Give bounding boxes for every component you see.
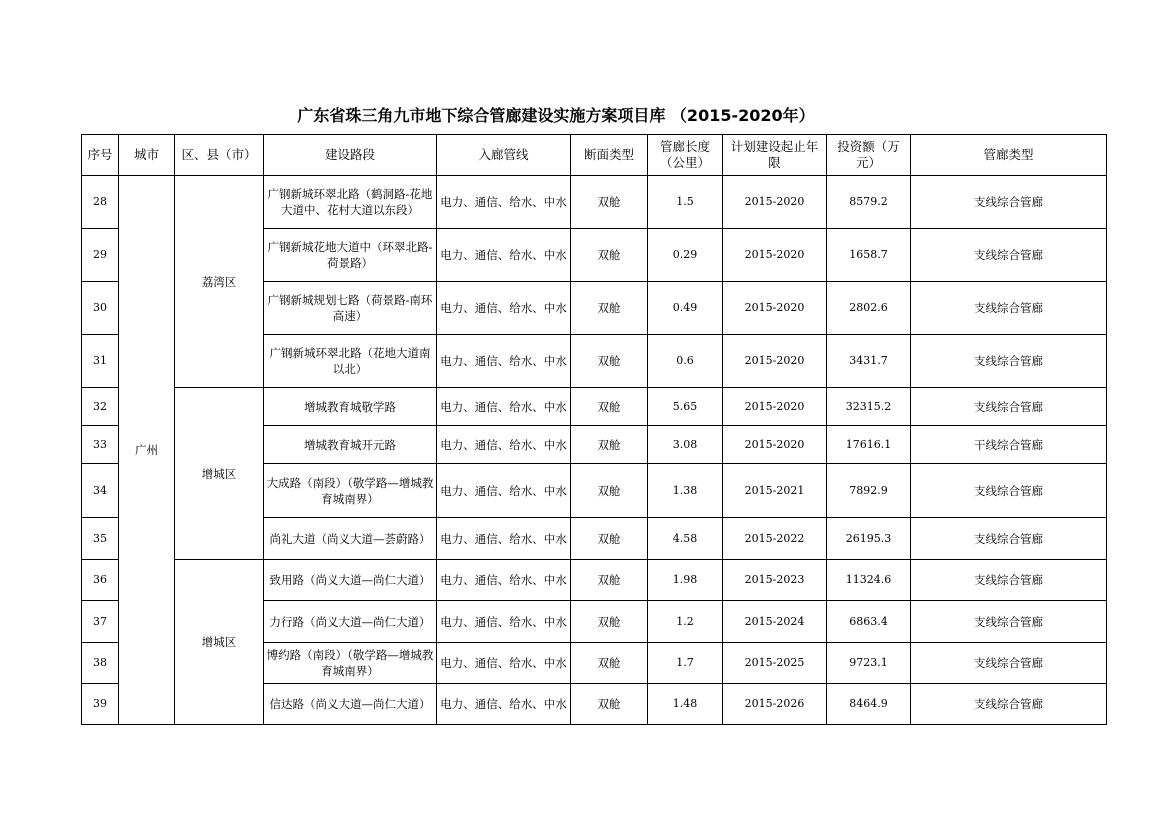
cell-seq: 36 [82, 560, 119, 601]
cell-period: 2015-2026 [723, 684, 827, 725]
cell-investment: 7892.9 [827, 464, 911, 518]
table-row [82, 388, 1107, 426]
cell-segment: 力行路（尚义大道—尚仁大道） [264, 601, 437, 643]
header-segment: 建设路段 [264, 135, 437, 176]
cell-type: 支线综合管廊 [911, 229, 1107, 282]
cell-pipelines: 电力、通信、给水、中水 [437, 684, 571, 725]
cell-city: 广州 [119, 176, 175, 725]
cell-district: 荔湾区 [175, 176, 264, 388]
cell-section: 双舱 [571, 426, 648, 464]
cell-length: 0.49 [648, 282, 723, 335]
cell-period: 2015-2021 [723, 464, 827, 518]
cell-segment: 致用路（尚义大道—尚仁大道） [264, 560, 437, 601]
header-investment: 投资额（万元） [827, 135, 911, 176]
cell-investment: 32315.2 [827, 388, 911, 426]
cell-pipelines: 电力、通信、给水、中水 [437, 643, 571, 684]
cell-type: 干线综合管廊 [911, 426, 1107, 464]
cell-investment: 3431.7 [827, 335, 911, 388]
cell-period: 2015-2020 [723, 426, 827, 464]
cell-type: 支线综合管廊 [911, 518, 1107, 560]
cell-investment: 11324.6 [827, 560, 911, 601]
cell-segment: 广钢新城环翠北路（鹤洞路-花地大道中、花村大道以东段） [264, 176, 437, 229]
cell-segment: 大成路（南段）（敬学路—增城教育城南界） [264, 464, 437, 518]
cell-section: 双舱 [571, 229, 648, 282]
cell-pipelines: 电力、通信、给水、中水 [437, 426, 571, 464]
header-seq: 序号 [82, 135, 119, 176]
cell-section: 双舱 [571, 388, 648, 426]
table-row [82, 560, 1107, 601]
table-row [82, 176, 1107, 229]
header-period: 计划建设起止年限 [723, 135, 827, 176]
cell-section: 双舱 [571, 601, 648, 643]
cell-length: 1.2 [648, 601, 723, 643]
header-length: 管廊长度（公里） [648, 135, 723, 176]
cell-section: 双舱 [571, 464, 648, 518]
cell-seq: 32 [82, 388, 119, 426]
cell-type: 支线综合管廊 [911, 388, 1107, 426]
page-title: 广东省珠三角九市地下综合管廊建设实施方案项目库 （2015-2020年） [297, 106, 815, 125]
cell-pipelines: 电力、通信、给水、中水 [437, 518, 571, 560]
cell-investment: 6863.4 [827, 601, 911, 643]
cell-seq: 35 [82, 518, 119, 560]
cell-section: 双舱 [571, 518, 648, 560]
cell-length: 5.65 [648, 388, 723, 426]
cell-pipelines: 电力、通信、给水、中水 [437, 464, 571, 518]
cell-section: 双舱 [571, 560, 648, 601]
cell-pipelines: 电力、通信、给水、中水 [437, 388, 571, 426]
cell-period: 2015-2020 [723, 388, 827, 426]
header-pipelines: 入廊管线 [437, 135, 571, 176]
cell-segment: 广钢新城花地大道中（环翠北路-荷景路） [264, 229, 437, 282]
cell-length: 1.7 [648, 643, 723, 684]
cell-type: 支线综合管廊 [911, 176, 1107, 229]
cell-segment: 广钢新城环翠北路（花地大道南以北） [264, 335, 437, 388]
cell-length: 1.98 [648, 560, 723, 601]
cell-seq: 28 [82, 176, 119, 229]
cell-length: 0.29 [648, 229, 723, 282]
cell-pipelines: 电力、通信、给水、中水 [437, 601, 571, 643]
cell-pipelines: 电力、通信、给水、中水 [437, 229, 571, 282]
cell-segment: 广钢新城规划七路（荷景路-南环高速） [264, 282, 437, 335]
cell-pipelines: 电力、通信、给水、中水 [437, 176, 571, 229]
cell-investment: 8579.2 [827, 176, 911, 229]
cell-pipelines: 电力、通信、给水、中水 [437, 335, 571, 388]
cell-type: 支线综合管廊 [911, 601, 1107, 643]
cell-investment: 1658.7 [827, 229, 911, 282]
cell-seq: 38 [82, 643, 119, 684]
cell-seq: 39 [82, 684, 119, 725]
cell-seq: 34 [82, 464, 119, 518]
cell-segment: 增城教育城敬学路 [264, 388, 437, 426]
cell-investment: 9723.1 [827, 643, 911, 684]
cell-type: 支线综合管廊 [911, 335, 1107, 388]
cell-period: 2015-2022 [723, 518, 827, 560]
header-city: 城市 [119, 135, 175, 176]
cell-section: 双舱 [571, 335, 648, 388]
cell-seq: 37 [82, 601, 119, 643]
cell-segment: 尚礼大道（尚义大道—荟蔚路） [264, 518, 437, 560]
cell-seq: 31 [82, 335, 119, 388]
cell-period: 2015-2020 [723, 176, 827, 229]
cell-type: 支线综合管廊 [911, 684, 1107, 725]
cell-investment: 8464.9 [827, 684, 911, 725]
cell-section: 双舱 [571, 282, 648, 335]
cell-length: 0.6 [648, 335, 723, 388]
cell-seq: 29 [82, 229, 119, 282]
cell-investment: 26195.3 [827, 518, 911, 560]
cell-type: 支线综合管廊 [911, 560, 1107, 601]
cell-investment: 17616.1 [827, 426, 911, 464]
cell-type: 支线综合管廊 [911, 464, 1107, 518]
cell-seq: 30 [82, 282, 119, 335]
cell-period: 2015-2020 [723, 229, 827, 282]
cell-section: 双舱 [571, 176, 648, 229]
cell-pipelines: 电力、通信、给水、中水 [437, 282, 571, 335]
cell-period: 2015-2024 [723, 601, 827, 643]
cell-district: 增城区 [175, 560, 264, 725]
cell-period: 2015-2020 [723, 282, 827, 335]
cell-segment: 增城教育城开元路 [264, 426, 437, 464]
cell-type: 支线综合管廊 [911, 282, 1107, 335]
cell-period: 2015-2023 [723, 560, 827, 601]
cell-section: 双舱 [571, 684, 648, 725]
cell-period: 2015-2020 [723, 335, 827, 388]
cell-pipelines: 电力、通信、给水、中水 [437, 560, 571, 601]
header-district: 区、县（市） [175, 135, 264, 176]
cell-seq: 33 [82, 426, 119, 464]
cell-length: 1.48 [648, 684, 723, 725]
cell-period: 2015-2025 [723, 643, 827, 684]
cell-district: 增城区 [175, 388, 264, 560]
header-row [82, 135, 1107, 176]
header-section: 断面类型 [571, 135, 648, 176]
project-table [81, 134, 1107, 725]
cell-segment: 博约路（南段）（敬学路—增城教育城南界） [264, 643, 437, 684]
header-corridor-type: 管廊类型 [911, 135, 1107, 176]
cell-segment: 信达路（尚义大道—尚仁大道） [264, 684, 437, 725]
cell-length: 1.5 [648, 176, 723, 229]
cell-length: 3.08 [648, 426, 723, 464]
cell-type: 支线综合管廊 [911, 643, 1107, 684]
cell-investment: 2802.6 [827, 282, 911, 335]
cell-length: 4.58 [648, 518, 723, 560]
cell-section: 双舱 [571, 643, 648, 684]
cell-length: 1.38 [648, 464, 723, 518]
